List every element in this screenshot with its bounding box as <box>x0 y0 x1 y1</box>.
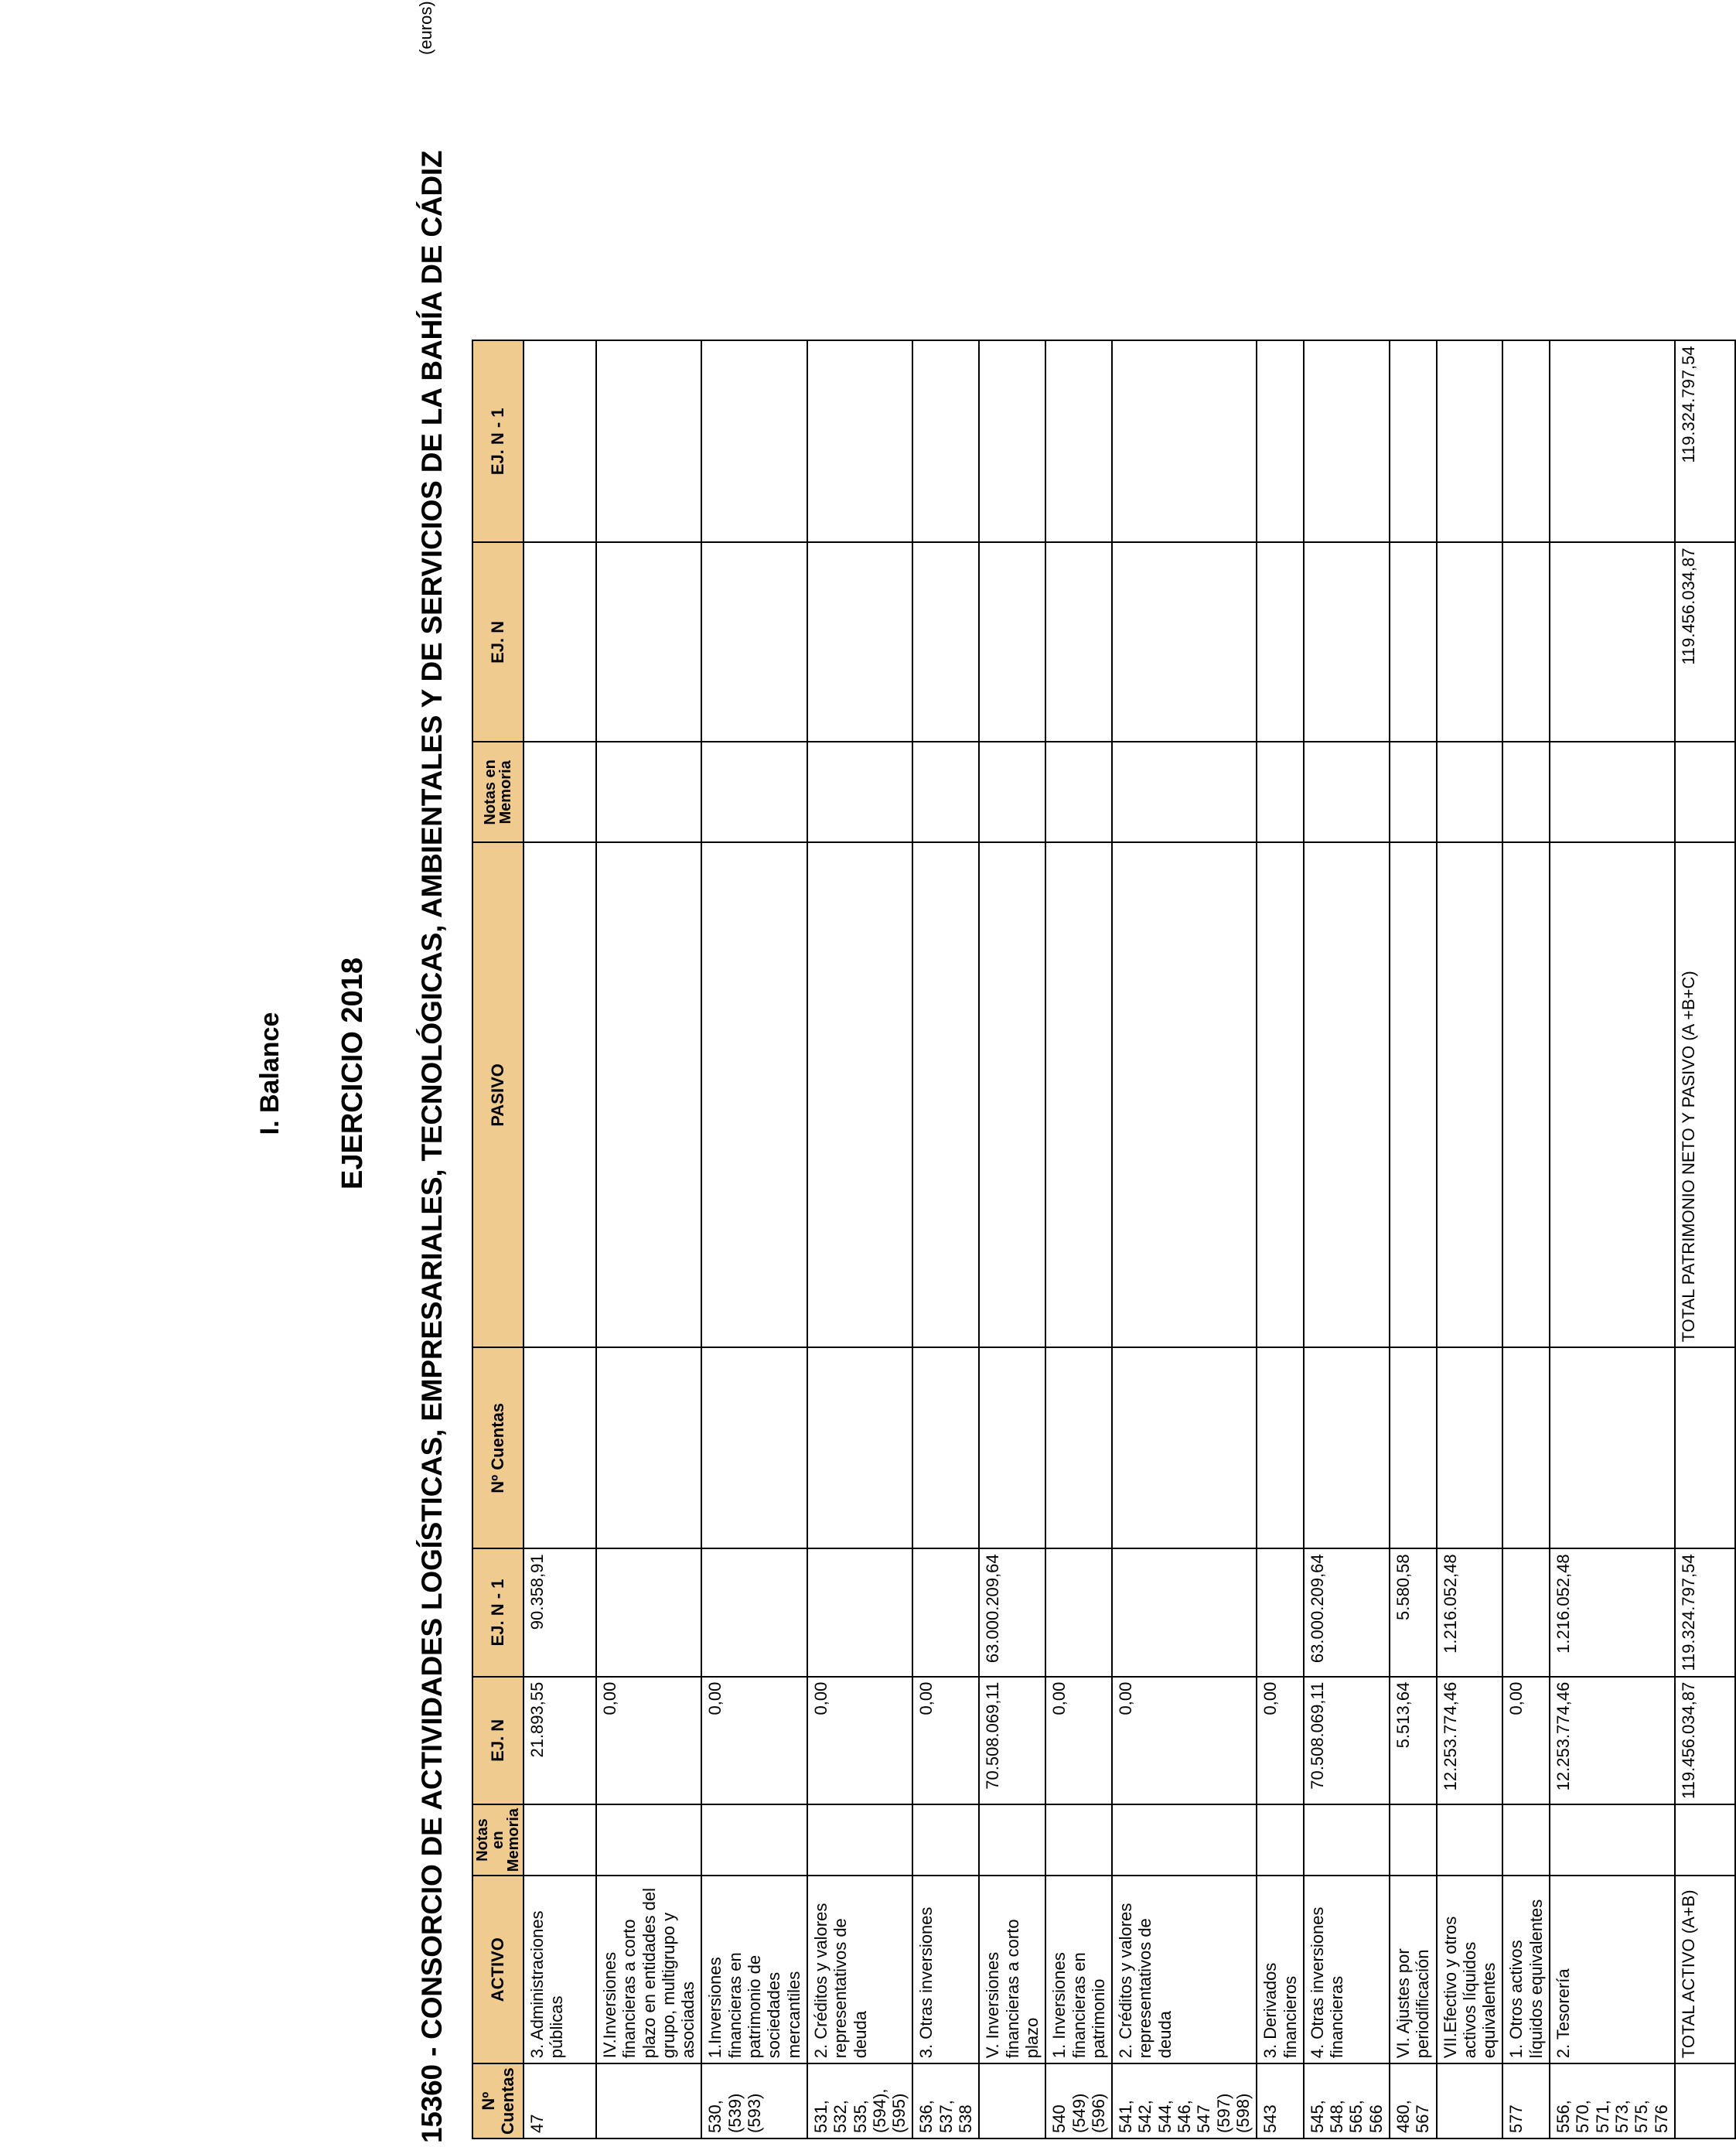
cell-notas-pasivo <box>1112 742 1257 842</box>
cell-concepto: 1.Inversiones financieras en patrimonio de sociedades mercantiles <box>701 1876 807 2063</box>
cell-pasivo <box>1550 842 1675 1347</box>
cell-concepto: 2. Créditos y valores representativos de deuda <box>807 1876 912 2063</box>
cell-ejn: 70.508.069,11 <box>1304 1677 1390 1804</box>
cell-ejn1: 1.216.052,48 <box>1550 1548 1675 1676</box>
cell-concepto: 2. Tesorería <box>1550 1876 1675 2063</box>
cell-cuentas: 536, 537, 538 <box>912 2063 979 2138</box>
cell-notas <box>1502 1804 1550 1876</box>
table-row <box>912 340 979 2138</box>
cell-ejn1-pasivo <box>1550 340 1675 542</box>
table-row <box>1304 340 1390 2138</box>
cell-cuentas-pasivo <box>1304 1347 1390 1548</box>
table-row <box>1437 340 1503 2138</box>
table-row <box>1502 340 1550 2138</box>
cell-notas-pasivo <box>979 742 1045 842</box>
cell-notas <box>807 1804 912 1876</box>
cell-ejn: 12.253.774,46 <box>1437 1677 1503 1804</box>
cell-notas <box>979 1804 1045 1876</box>
cell-ejn-pasivo <box>1502 542 1550 742</box>
cell-ejn1-pasivo <box>1437 340 1503 542</box>
cell-ejn-pasivo <box>1304 542 1390 742</box>
cell-ejn-pasivo <box>979 542 1045 742</box>
table-row <box>1390 340 1437 2138</box>
cell-ejn: 21.893,55 <box>524 1677 596 1804</box>
cell-cuentas-pasivo <box>1437 1347 1503 1548</box>
cell-cuentas: 531, 532, 535, (594), (595) <box>807 2063 912 2138</box>
cell-ejn-pasivo <box>596 542 701 742</box>
total-pasivo-label: TOTAL PATRIMONIO NETO Y PASIVO (A +B+C) <box>1675 842 1735 1347</box>
table-row <box>1045 340 1112 2138</box>
cell-ejn-pasivo <box>1550 542 1675 742</box>
total-notas-pasivo <box>1675 742 1735 842</box>
cell-cuentas-pasivo <box>1390 1347 1437 1548</box>
col-header-cuentas-pasivo: Nº Cuentas <box>472 1347 524 1548</box>
col-header-pasivo: PASIVO <box>472 842 524 1347</box>
cell-concepto: 4. Otras inversiones financieras <box>1304 1876 1390 2063</box>
cell-ejn1-pasivo <box>979 340 1045 542</box>
table-header-row <box>472 340 524 2138</box>
col-header-cuentas: Nº Cuentas <box>472 2063 524 2138</box>
cell-ejn: 0,00 <box>701 1677 807 1804</box>
cell-notas <box>701 1804 807 1876</box>
cell-ejn-pasivo <box>1045 542 1112 742</box>
cell-ejn1-pasivo <box>1257 340 1304 542</box>
cell-pasivo <box>1112 842 1257 1347</box>
table-body <box>524 340 1735 2138</box>
cell-notas-pasivo <box>524 742 596 842</box>
cell-cuentas: 540 (549) (596) <box>1045 2063 1112 2138</box>
cell-concepto: 3. Derivados financieros <box>1257 1876 1304 2063</box>
cell-pasivo <box>701 842 807 1347</box>
table-row <box>596 340 701 2138</box>
total-row <box>1675 340 1735 2138</box>
total-pasivo-ejn: 119.456.034,87 <box>1675 542 1735 742</box>
cell-concepto: VI. Ajustes por periodificación <box>1390 1876 1437 2063</box>
balance-table <box>472 340 1736 2139</box>
cell-cuentas-pasivo <box>1502 1347 1550 1548</box>
cell-pasivo <box>1502 842 1550 1347</box>
cell-ejn-pasivo <box>912 542 979 742</box>
cell-ejn: 0,00 <box>1502 1677 1550 1804</box>
cell-notas-pasivo <box>1304 742 1390 842</box>
cell-notas-pasivo <box>701 742 807 842</box>
cell-notas-pasivo <box>1045 742 1112 842</box>
cell-ejn: 0,00 <box>807 1677 912 1804</box>
cell-cuentas-pasivo <box>596 1347 701 1548</box>
cell-ejn1 <box>1045 1548 1112 1676</box>
cell-ejn1: 63.000.209,64 <box>1304 1548 1390 1676</box>
cell-pasivo <box>1045 842 1112 1347</box>
cell-cuentas-pasivo <box>1257 1347 1304 1548</box>
cell-pasivo <box>524 842 596 1347</box>
cell-notas-pasivo <box>1257 742 1304 842</box>
cell-notas <box>1304 1804 1390 1876</box>
cell-ejn-pasivo <box>1112 542 1257 742</box>
cell-ejn1: 63.000.209,64 <box>979 1548 1045 1676</box>
cell-notas-pasivo <box>1437 742 1503 842</box>
cell-ejn1: 90.358,91 <box>524 1548 596 1676</box>
cell-cuentas-pasivo <box>807 1347 912 1548</box>
cell-pasivo <box>1304 842 1390 1347</box>
cell-notas <box>1437 1804 1503 1876</box>
cell-cuentas-pasivo <box>701 1347 807 1548</box>
cell-cuentas: 556, 570, 571, 573, 575, 576 <box>1550 2063 1675 2138</box>
col-header-notas: Notas en Memoria <box>472 1804 524 1876</box>
total-activo-ejn: 119.456.034,87 <box>1675 1677 1735 1804</box>
cell-ejn1 <box>1257 1548 1304 1676</box>
cell-ejn1-pasivo <box>807 340 912 542</box>
cell-ejn1-pasivo <box>701 340 807 542</box>
cell-ejn: 70.508.069,11 <box>979 1677 1045 1804</box>
cell-cuentas: 530, (539) (593) <box>701 2063 807 2138</box>
col-header-ejn: EJ. N <box>472 1677 524 1804</box>
cell-notas-pasivo <box>1390 742 1437 842</box>
cell-cuentas-pasivo <box>524 1347 596 1548</box>
cell-pasivo <box>912 842 979 1347</box>
cell-ejn1 <box>701 1548 807 1676</box>
table-row <box>1550 340 1675 2138</box>
cell-ejn-pasivo <box>1257 542 1304 742</box>
cell-concepto: 1. Otros activos líquidos equivalentes <box>1502 1876 1550 2063</box>
total-cuentas-pasivo <box>1675 1347 1735 1548</box>
cell-cuentas: 545, 548, 565, 566 <box>1304 2063 1390 2138</box>
col-header-ejn-pasivo: EJ. N <box>472 542 524 742</box>
cell-notas-pasivo <box>596 742 701 842</box>
entity-title: 15360 - CONSORCIO DE ACTIVIDADES LOGÍSTICAS, EMPRESARIALES, TECNOLÓGICAS, AMBIENTALES Y DE SERVICIOS DE LA BAHÍA DE CÁDIZ <box>416 150 448 2143</box>
cell-ejn1-pasivo <box>1045 340 1112 542</box>
cell-ejn1-pasivo <box>524 340 596 542</box>
total-activo-ejn1: 119.324.797,54 <box>1675 1548 1735 1676</box>
cell-ejn: 12.253.774,46 <box>1550 1677 1675 1804</box>
cell-ejn1: 5.580,58 <box>1390 1548 1437 1676</box>
cell-cuentas-pasivo <box>1045 1347 1112 1548</box>
table-row <box>807 340 912 2138</box>
cell-cuentas <box>1437 2063 1503 2138</box>
exercise-title: EJERCICIO 2018 <box>336 957 369 1190</box>
cell-notas <box>1112 1804 1257 1876</box>
cell-pasivo <box>1437 842 1503 1347</box>
cell-ejn1-pasivo <box>912 340 979 542</box>
cell-ejn: 0,00 <box>912 1677 979 1804</box>
cell-ejn1 <box>1502 1548 1550 1676</box>
cell-notas <box>1550 1804 1675 1876</box>
cell-ejn1-pasivo <box>1502 340 1550 542</box>
cell-notas <box>524 1804 596 1876</box>
cell-ejn1-pasivo <box>1112 340 1257 542</box>
cell-ejn: 0,00 <box>1257 1677 1304 1804</box>
cell-ejn1-pasivo <box>596 340 701 542</box>
total-cuentas <box>1675 2063 1735 2138</box>
cell-concepto: V. Inversiones financieras a corto plazo <box>979 1876 1045 2063</box>
cell-ejn: 0,00 <box>596 1677 701 1804</box>
cell-pasivo <box>1257 842 1304 1347</box>
cell-notas-pasivo <box>912 742 979 842</box>
cell-cuentas: 541, 542, 544, 546, 547 (597) (598) <box>1112 2063 1257 2138</box>
cell-ejn-pasivo <box>1437 542 1503 742</box>
cell-concepto: 3. Administraciones públicas <box>524 1876 596 2063</box>
total-pasivo-ejn1: 119.324.797,54 <box>1675 340 1735 542</box>
table-row <box>979 340 1045 2138</box>
cell-notas <box>1257 1804 1304 1876</box>
cell-cuentas <box>596 2063 701 2138</box>
cell-notas <box>596 1804 701 1876</box>
cell-cuentas: 577 <box>1502 2063 1550 2138</box>
table-row <box>1257 340 1304 2138</box>
cell-notas <box>1045 1804 1112 1876</box>
cell-concepto: VII.Efectivo y otros activos líquidos equivalentes <box>1437 1876 1503 2063</box>
cell-pasivo <box>807 842 912 1347</box>
cell-ejn-pasivo <box>701 542 807 742</box>
col-header-ejn1: EJ. N - 1 <box>472 1548 524 1676</box>
cell-ejn1 <box>596 1548 701 1676</box>
cell-concepto: 2. Créditos y valores representativos de deuda <box>1112 1876 1257 2063</box>
cell-cuentas: 47 <box>524 2063 596 2138</box>
cell-cuentas-pasivo <box>1550 1347 1675 1548</box>
table-row <box>701 340 807 2138</box>
col-header-ejn1-pasivo: EJ. N - 1 <box>472 340 524 542</box>
cell-cuentas <box>979 2063 1045 2138</box>
cell-ejn: 0,00 <box>1112 1677 1257 1804</box>
cell-concepto: 3. Otras inversiones <box>912 1876 979 2063</box>
cell-cuentas-pasivo <box>1112 1347 1257 1548</box>
cell-notas-pasivo <box>1502 742 1550 842</box>
table-row <box>1112 340 1257 2138</box>
units-label: (euros) <box>416 1 435 55</box>
col-header-activo: ACTIVO <box>472 1876 524 2063</box>
cell-concepto: IV.Inversiones financieras a corto plazo en entidades del grupo, multigrupo y asociadas <box>596 1876 701 2063</box>
cell-ejn1: 1.216.052,48 <box>1437 1548 1503 1676</box>
cell-ejn1-pasivo <box>1390 340 1437 542</box>
cell-cuentas-pasivo <box>912 1347 979 1548</box>
total-activo-label: TOTAL ACTIVO (A+B) <box>1675 1876 1735 2063</box>
cell-ejn1 <box>912 1548 979 1676</box>
cell-ejn1 <box>807 1548 912 1676</box>
total-notas <box>1675 1804 1735 1876</box>
cell-ejn: 0,00 <box>1045 1677 1112 1804</box>
cell-ejn-pasivo <box>524 542 596 742</box>
section-title: I. Balance <box>255 1012 285 1135</box>
cell-notas <box>1390 1804 1437 1876</box>
col-header-notas-pasivo: Notas en Memoria <box>472 742 524 842</box>
table-row <box>524 340 596 2138</box>
cell-ejn: 5.513,64 <box>1390 1677 1437 1804</box>
cell-notas-pasivo <box>807 742 912 842</box>
cell-pasivo <box>596 842 701 1347</box>
cell-notas <box>912 1804 979 1876</box>
cell-concepto: 1. Inversiones financieras en patrimonio <box>1045 1876 1112 2063</box>
cell-cuentas: 543 <box>1257 2063 1304 2138</box>
cell-ejn-pasivo <box>807 542 912 742</box>
cell-ejn1 <box>1112 1548 1257 1676</box>
cell-ejn1-pasivo <box>1304 340 1390 542</box>
cell-cuentas: 480, 567 <box>1390 2063 1437 2138</box>
cell-pasivo <box>1390 842 1437 1347</box>
cell-ejn-pasivo <box>1390 542 1437 742</box>
cell-cuentas-pasivo <box>979 1347 1045 1548</box>
cell-notas-pasivo <box>1550 742 1675 842</box>
cell-pasivo <box>979 842 1045 1347</box>
